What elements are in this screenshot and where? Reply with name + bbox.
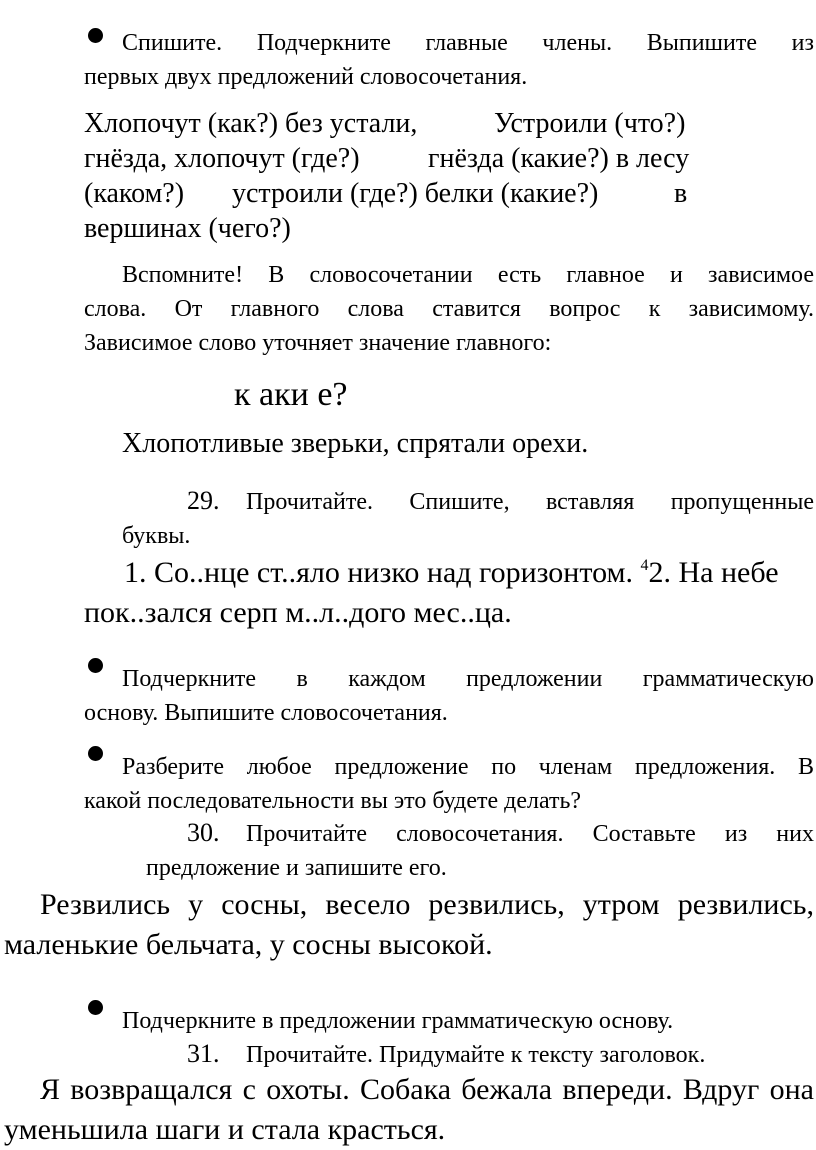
collocation-text: в — [674, 178, 688, 209]
task-underline-line-2: основу. Выпишите словосочетания. — [84, 700, 448, 726]
collocation-text: вершинах (чего?) — [84, 213, 291, 244]
exercise-29-instruction — [122, 485, 814, 553]
exercise-29-text — [84, 553, 814, 633]
exercise-30-text-line-2: маленькие бельчата, у сосны высокой. — [4, 928, 493, 961]
exercise-30-line-2: предложение и запишите его. — [146, 855, 447, 881]
exercise-30-instruction — [146, 817, 814, 885]
sentence-2-start: 2. На небе — [648, 556, 779, 589]
task-parse-sentence — [84, 750, 814, 818]
remember-line-2: слова. От главного слова ставится вопрос к зависимому. — [84, 296, 814, 322]
task-underline-basis — [84, 662, 814, 730]
exercise-30-number: 30. — [187, 818, 220, 847]
task-parse-line-1: Разберите любое предложение по членам предложения. В — [122, 754, 814, 780]
exercise-31-text — [4, 1070, 814, 1150]
remember-line-3: Зависимое слово уточняет значение главного: — [84, 330, 552, 356]
task-rewrite-line-2: первых двух предложений словосочетания. — [84, 64, 528, 90]
exercise-31-number: 31. — [187, 1039, 220, 1068]
bullet-icon — [88, 1000, 103, 1015]
exercise-31-instruction: Прочитайте. Придумайте к тексту заголовок. — [246, 1042, 706, 1068]
collocation-text: Хлопочут (как?) без устали, — [84, 108, 418, 139]
task-rewrite — [84, 26, 814, 94]
question-words: к аки е? — [234, 376, 348, 413]
collocation-text: (каком?) — [84, 178, 185, 209]
remember-note — [84, 258, 814, 360]
collocation-text: гнёзда (какие?) в лесу — [428, 143, 690, 174]
exercise-29-text-line-1 — [84, 553, 814, 593]
collocation-text: гнёзда, хлопочут (где?) — [84, 143, 360, 174]
sample-sentence: Хлопотливые зверьки, спрятали орехи. — [122, 428, 589, 459]
task-underline-sentence: Подчеркните в предложении грамматическую основу. — [122, 1008, 674, 1034]
collocation-text: устроили (где?) белки (какие?) — [232, 178, 599, 209]
exercise-30-text — [4, 885, 814, 965]
exercise-29-text-line-2: пок..зался серп м..л..дого мес..ца. — [84, 596, 512, 629]
exercise-29-line-1: Прочитайте. Спишите, вставляя пропущенные — [246, 489, 814, 515]
remember-line-1: Вспомните! В словосочетании есть главное и зависимое — [122, 262, 814, 288]
collocations — [84, 105, 784, 265]
sentence-1: 1. Со..нце ст..яло низко над горизонтом. — [124, 556, 633, 589]
exercise-30-text-line-1: Резвились у сосны, весело резвились, утром резвились, — [40, 888, 814, 921]
exercise-29-number: 29. — [187, 486, 220, 515]
task-rewrite-line-1: Спишите. Подчеркните главные члены. Выпишите из — [122, 30, 814, 56]
exercise-31-text-line-1: Я возвращался с охоты. Собака бежала впереди. Вдруг она — [40, 1073, 814, 1106]
task-underline-line-1: Подчеркните в каждом предложении грамматическую — [122, 666, 814, 692]
exercise-31-text-line-2: уменьшила шаги и стала красться. — [4, 1113, 446, 1146]
exercise-29-line-2: буквы. — [122, 523, 191, 549]
footnote-mark: 4 — [640, 557, 649, 574]
collocation-text: Устроили (что?) — [494, 108, 686, 139]
task-parse-line-2: какой последовательности вы это будете делать? — [84, 788, 582, 814]
exercise-30-line-1: Прочитайте словосочетания. Составьте из них — [246, 821, 814, 847]
